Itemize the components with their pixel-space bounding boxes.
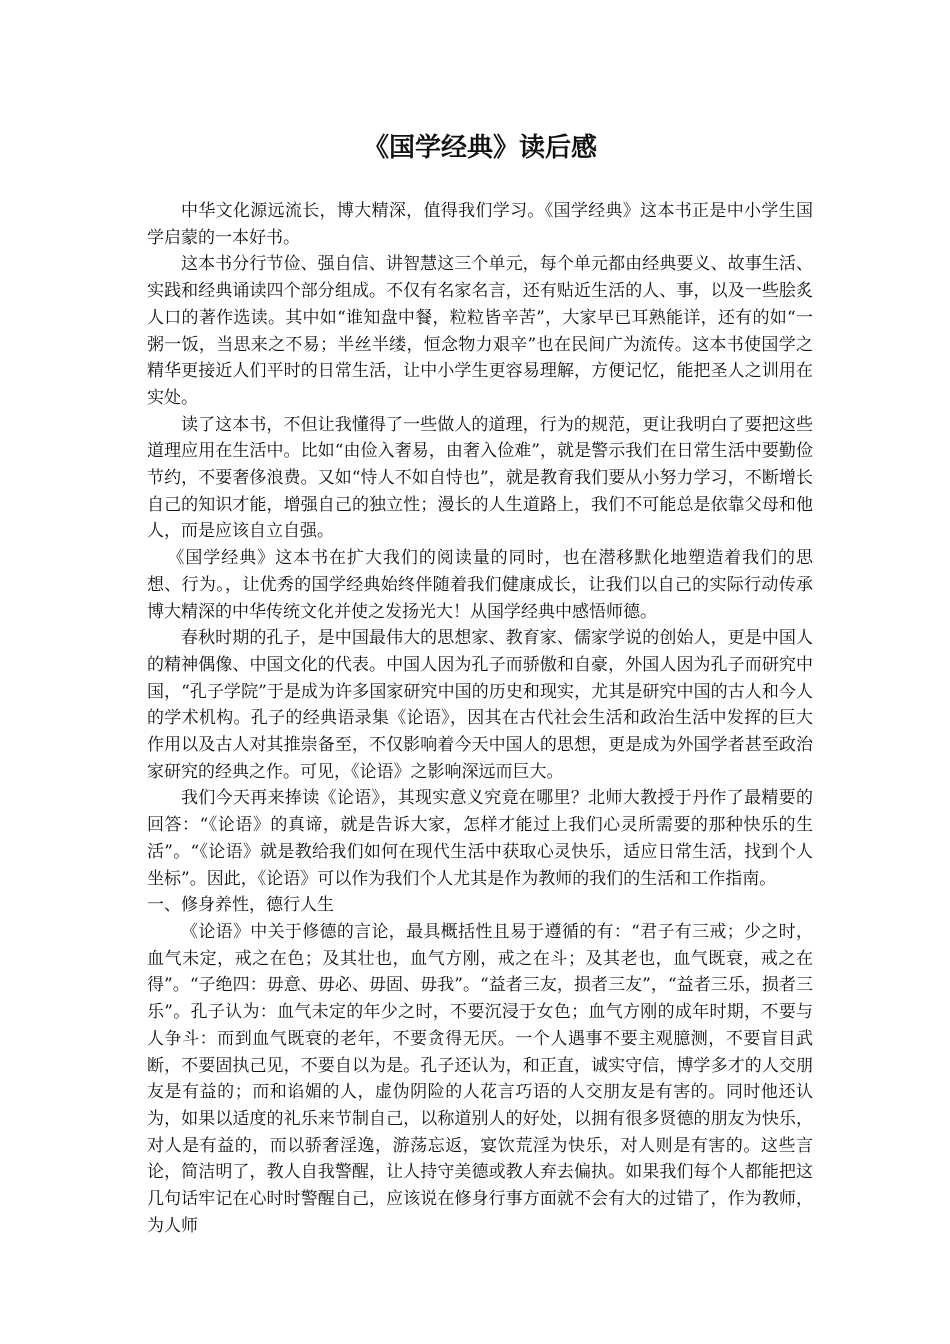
section-heading: 一、修身养性，德行人生 bbox=[147, 895, 334, 916]
paragraph-2: 这本书分行节俭、强自信、讲智慧这三个单元，每个单元都由经典要义、故事生活、实践和经典诵读四个部分组成。不仅有名家名言，还有贴近生活的人、事，以及一些脍炙人口的著作选读。其中如“谁知盘中餐，粒粒皆辛苦”，大家早已耳熟能详，还有的如“一粥一饭，当思来之不易；半丝半缕，恒念物力艰辛”也在民间广为流传。这本书使国学之精华更接近人们平时的日常生活，让中小学生更容易理解，方便记忆，能把圣人之训用在实处。 bbox=[147, 254, 813, 408]
paragraph-6: 我们今天再来捧读《论语》，其现实意义究竟在哪里？北师大教授于丹作了最精要的回答：“《论语》的真谛，就是告诉大家，怎样才能过上我们心灵所需要的那种快乐的生活”。“《论语》就是教给我们如何在现代生活中获取心灵快乐，适应日常生活，找到个人坐标”。因此，《论语》可以作为我们个人尤其是作为教师的我们的生活和工作指南。 bbox=[147, 788, 813, 889]
paragraph-7: 《论语》中关于修德的言论，最具概括性且易于遵循的有：“君子有三戒；少之时，血气未定，戒之在色；及其壮也，血气方刚，戒之在斗；及其老也，血气既衰，戒之在得”。“子绝四：毋意、毋必、毋固、毋我”。“益者三友，损者三友”，“益者三乐，损者三乐”。孔子认为：血气未定的年少之时，不要沉浸于女色；血气方刚的成年时期，不要与人争斗：而到血气既衰的老年，不要贪得无厌。一个人遇事不要主观臆测，不要盲目武断，不要固执己见，不要自以为是。孔子还认为，和正直，诚实守信，博学多才的人交朋友是有益的；而和谄媚的人，虚伪阴险的人花言巧语的人交朋友是有害的。同时他还认为，如果以适度的礼乐来节制自己，以称道别人的好处，以拥有很多贤德的朋友为快乐，对人是有益的，而以骄奢淫逸，游荡忘返，宴饮荒淫为快乐，对人则是有害的。这些言论，简洁明了，教人自我警醒，让人持守美德或教人弃去偏执。如果我们每个人都能把这几句话牢记在心时时警醒自己，应该说在修身行事方面就不会有大的过错了，作为教师，为人师 bbox=[147, 921, 813, 1236]
paragraph-3: 读了这本书，不但让我懂得了一些做人的道理，行为的规范，更让我明白了要把这些道理应用在生活中。比如“由俭入奢易，由奢入俭难”，就是警示我们在日常生活中要勤俭节约，不要奢侈浪费。又如“恃人不如自恃也”，就是教育我们要从小努力学习，不断增长自己的知识才能，增强自己的独立性；漫长的人生道路上，我们不可能总是依靠父母和他人，而是应该自立自强。 bbox=[147, 414, 813, 542]
paragraph-4: 《国学经典》这本书在扩大我们的阅读量的同时，也在潜移默化地塑造着我们的思想、行为。，让优秀的国学经典始终伴随着我们健康成长，让我们以自己的实际行动传承博大精深的中华传统文化并使之发扬光大！从国学经典中感悟师德。 bbox=[147, 548, 813, 622]
paragraph-1: 中华文化源远流长，博大精深，值得我们学习。《国学经典》这本书正是中小学生国学启蒙的一本好书。 bbox=[147, 201, 813, 248]
document-title: 《国学经典》读后感 bbox=[362, 133, 597, 163]
document-page bbox=[147, 128, 813, 1239]
document-body bbox=[147, 198, 813, 1239]
paragraph-5: 春秋时期的孔子，是中国最伟大的思想家、教育家、儒家学说的创始人，更是中国人的精神偶像、中国文化的代表。中国人因为孔子而骄傲和自豪，外国人因为孔子而研究中国，“孔子学院”于是成为许多国家研究中国的历史和现实，尤其是研究中国的古人和今人的学术机构。孔子的经典语录集《论语》，因其在古代社会生活和政治生活中发挥的巨大作用以及古人对其推崇备至，不仅影响着今天中国人的思想，更是成为外国学者甚至政治家研究的经典之作。可见，《论语》之影响深远而巨大。 bbox=[147, 628, 813, 782]
